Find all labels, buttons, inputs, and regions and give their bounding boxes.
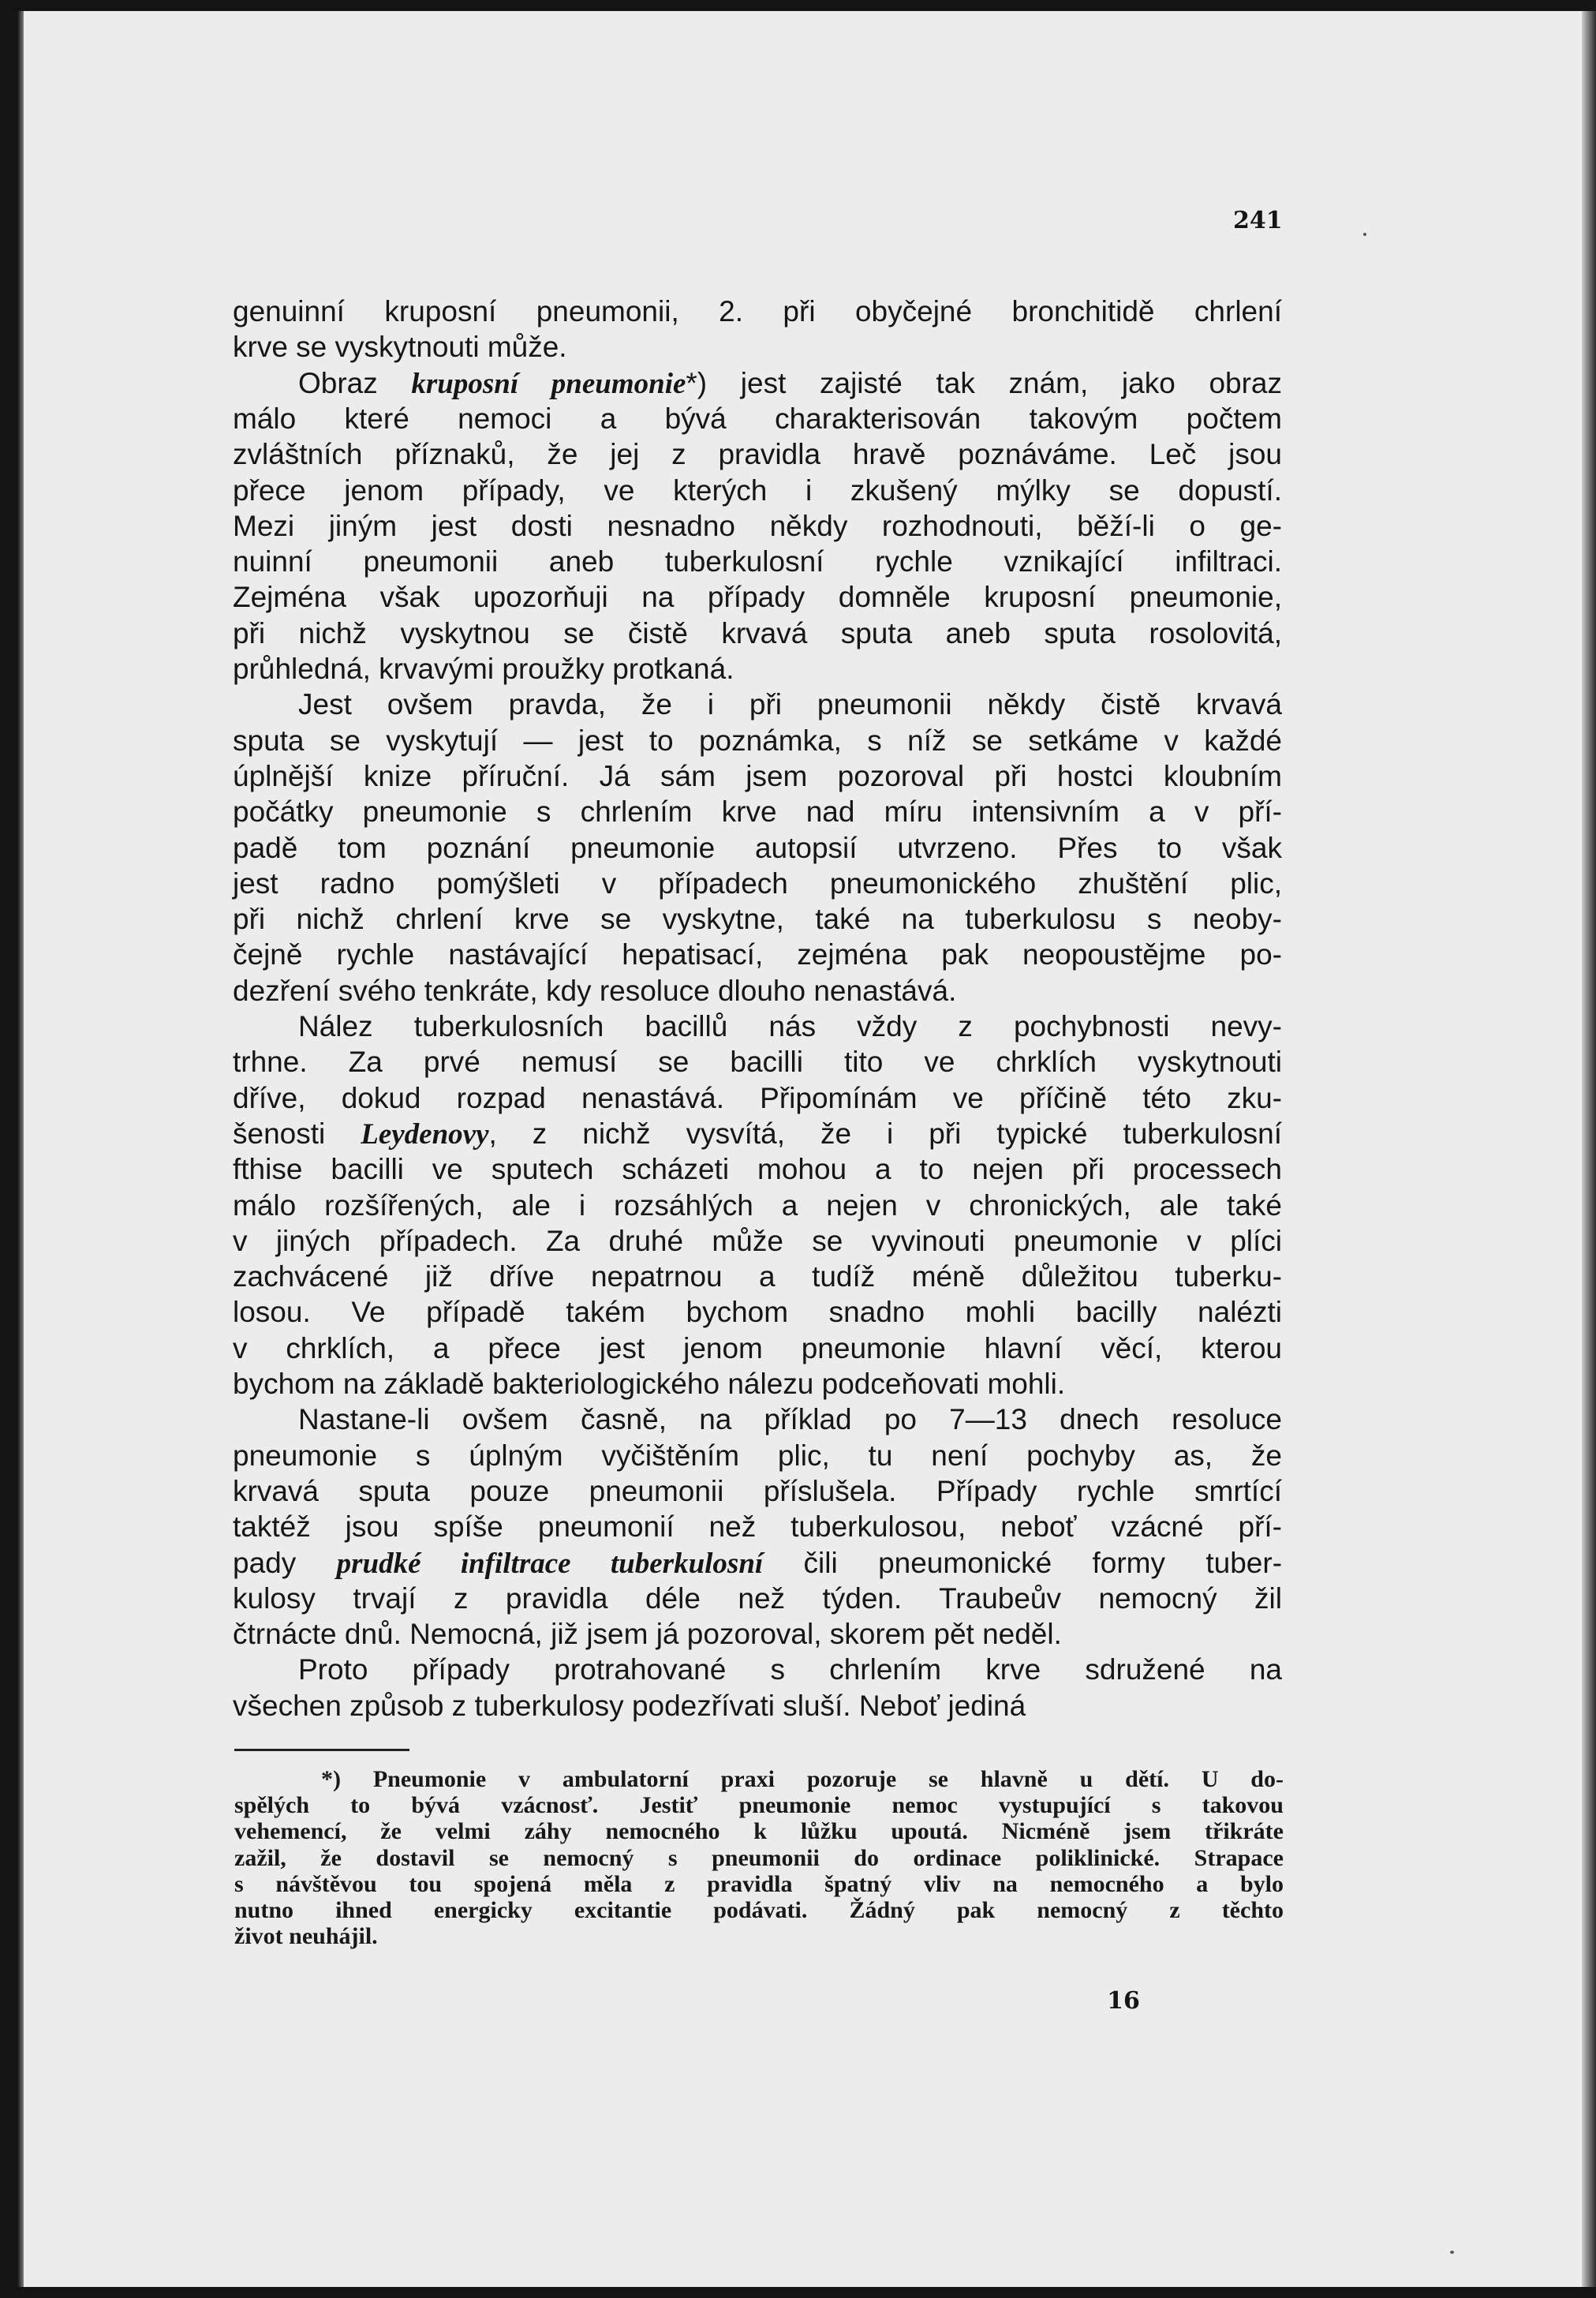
text-line (233, 544, 1282, 579)
text-segment: trhne. Za prvé nemusí se bacilli tito ve chrklích vyskytnouti (233, 1046, 1282, 1079)
text-line (233, 1151, 1282, 1187)
text-segment: počátky pneumonie s chrlením krve nad míru intensivním a v pří- (233, 795, 1282, 829)
text-line (233, 758, 1282, 794)
footnote-line: s návštěvou tou spojená měla z pravidla špatný vliv na nemocného a bylo (234, 1870, 1284, 1897)
text-line (233, 294, 1282, 329)
text-segment: fthise bacilli ve sputech scházeti mohou a to nejen při processech (233, 1153, 1282, 1186)
text-line (233, 365, 1282, 401)
text-line (233, 1044, 1282, 1080)
italic-term: kruposní pneumonie (411, 367, 686, 400)
text-line (233, 1473, 1282, 1509)
text-line (233, 436, 1282, 472)
text-line (233, 1509, 1282, 1544)
text-segment: genuinní kruposní pneumonii, 2. při obyčejné bronchitidě chrlení (233, 295, 1282, 327)
text-line (233, 401, 1282, 436)
text-segment: v jiných případech. Za druhé může se vyvinouti pneumonie v plíci (233, 1224, 1282, 1257)
text-segment: průhledná, krvavými proužky protkaná. (233, 653, 734, 685)
text-segment: zvláštních příznaků, že jej z pravidla hravě poznáváme. Leč jsou (233, 438, 1282, 471)
text-line (233, 1545, 1282, 1581)
text-line (233, 794, 1282, 829)
text-line (233, 1366, 1282, 1402)
footnote-line: nutno ihned energicky excitantie podávati. Žádný pak nemocný z těchto (234, 1897, 1284, 1923)
footnote-line: vehemencí, že velmi záhy nemocného k lůžku upoutá. Nicméně jsem třikráte (234, 1818, 1284, 1845)
text-line (233, 1438, 1282, 1473)
text-segment: všechen způsob z tuberkulosy podezřívati sluší. Neboť jediná (233, 1689, 1026, 1722)
text-line (233, 508, 1282, 544)
italic-term: prudké infiltrace tuberkulosní (336, 1547, 764, 1580)
text-line (233, 1688, 1282, 1724)
text-segment: čejně rychle nastávající hepatisací, zejména pak neopoustějme po- (233, 938, 1282, 971)
text-line (233, 1188, 1282, 1223)
text-line (233, 901, 1282, 937)
text-segment: Zejména však upozorňuji na případy domněle kruposní pneumonie, (233, 581, 1282, 614)
text-segment: sputa se vyskytují — jest to poznámka, s níž se setkáme v každé (233, 724, 1282, 757)
text-line (233, 1402, 1282, 1437)
text-line (233, 473, 1282, 508)
text-segment: bychom na základě bakteriologického nálezu podceňovati mohli. (233, 1368, 1066, 1400)
text-line (233, 616, 1282, 651)
text-line (233, 1009, 1282, 1044)
text-line (233, 1331, 1282, 1366)
text-segment: , z nichž vysvítá, že i při typické tuberkulosní (488, 1117, 1283, 1150)
text-line (233, 1080, 1282, 1116)
text-line (233, 723, 1282, 758)
text-segment: taktéž jsou spíše pneumonií než tuberkulosou, neboť vzácné pří- (233, 1510, 1282, 1544)
text-segment: losou. Ve případě takém bychom snadno mohli bacilly nalézti (233, 1296, 1282, 1329)
text-segment: čtrnácte dnů. Nemocná, již jsem já pozoroval, skorem pět neděl. (233, 1618, 1062, 1651)
text-line (233, 937, 1282, 972)
text-segment: pneumonie s úplným vyčištěním plic, tu není pochyby as, že (233, 1439, 1282, 1472)
text-line (233, 1581, 1282, 1616)
text-segment: pady (233, 1546, 337, 1579)
text-line (233, 1223, 1282, 1259)
text-segment: padě tom poznání pneumonie autopsií utvrzeno. Přes to však (233, 831, 1282, 864)
text-segment: při nichž chrlení krve se vyskytne, také na tuberkulosu s neoby- (233, 903, 1282, 936)
page-number: 241 (1233, 207, 1283, 234)
text-line (233, 973, 1282, 1009)
italic-term: Leydenovy (361, 1117, 489, 1151)
footnote-divider (234, 1749, 409, 1751)
text-segment: Nález tuberkulosních bacillů nás vždy z pochybnosti nevy- (298, 1010, 1282, 1042)
text-segment: Proto případy protrahované s chrlením krve sdružené na (298, 1653, 1282, 1686)
text-segment: *) jest zajisté tak znám, jako obraz (686, 366, 1282, 399)
page-edge-right (1582, 11, 1596, 2287)
text-segment: úplnější knize příruční. Já sám jsem pozoroval při hostci kloubním (233, 759, 1282, 792)
text-line (233, 329, 1282, 365)
text-segment: Jest ovšem pravda, že i při pneumonii někdy čistě krvavá (298, 688, 1282, 721)
text-line (233, 830, 1282, 866)
text-segment: zachvácené již dříve nepatrnou a tudíž méně důležitou tuberku- (233, 1260, 1282, 1293)
text-segment: krve se vyskytnouti může. (233, 331, 567, 364)
text-segment: čili pneumonické formy tuber- (763, 1546, 1283, 1579)
footnote-line: spělých to bývá vzácnosť. Jestiť pneumonie nemoc vystupující s takovou (234, 1792, 1284, 1819)
text-segment: jest radno pomýšleti v případech pneumonického zhuštění plic, (233, 866, 1282, 900)
text-segment: dezření svého tenkráte, kdy resoluce dlouho nenastává. (233, 974, 957, 1007)
text-line (233, 866, 1282, 901)
text-line (233, 1616, 1282, 1652)
text-segment: Nastane-li ovšem časně, na příklad po 7—13 dnech resoluce (298, 1403, 1282, 1436)
text-segment: dříve, dokud rozpad nenastává. Připomínám ve příčině této zku- (233, 1081, 1282, 1114)
text-segment: Mezi jiným jest dosti nesnadno někdy rozhodnouti, běží-li o ge- (233, 509, 1282, 542)
text-line (233, 651, 1282, 687)
scan-speck (1363, 233, 1366, 236)
footnote-line: *) Pneumonie v ambulatorní praxi pozoruje se hlavně u dětí. U do- (321, 1766, 1284, 1792)
text-line (233, 687, 1282, 722)
text-line (233, 1259, 1282, 1294)
scan-speck (1450, 2251, 1454, 2254)
text-segment: krvavá sputa pouze pneumonii příslušela. Případy rychle smrtící (233, 1474, 1282, 1507)
text-segment: nuinní pneumonii aneb tuberkulosní rychle vznikající infiltraci. (233, 545, 1282, 578)
signature-mark: 16 (1107, 1987, 1140, 2015)
text-line (233, 579, 1282, 615)
text-segment: přece jenom případy, ve kterých i zkušený mýlky se dopustí. (233, 473, 1282, 507)
text-line (233, 1294, 1282, 1330)
text-segment: v chrklích, a přece jest jenom pneumonie hlavní věcí, kterou (233, 1331, 1282, 1364)
text-segment: při nichž vyskytnou se čistě krvavá sputa aneb sputa rosolovitá, (233, 616, 1282, 649)
text-segment: Obraz (298, 366, 412, 399)
text-segment: málo které nemoci a bývá charakterisován takovým počtem (233, 402, 1282, 435)
text-segment: málo rozšířených, ale i rozsáhlých a nejen v chronických, ale také (233, 1188, 1282, 1222)
footnote-line: zažil, že dostavil se nemocný s pneumonii do ordinace poliklinické. Strapace (234, 1844, 1284, 1871)
text-line (233, 1116, 1282, 1151)
text-segment: šenosti (233, 1117, 361, 1150)
text-line (233, 1652, 1282, 1687)
text-segment: kulosy trvají z pravidla déle než týden. Traubeův nemocný žil (233, 1581, 1282, 1615)
footnote-line: život neuhájil. (234, 1923, 378, 1950)
